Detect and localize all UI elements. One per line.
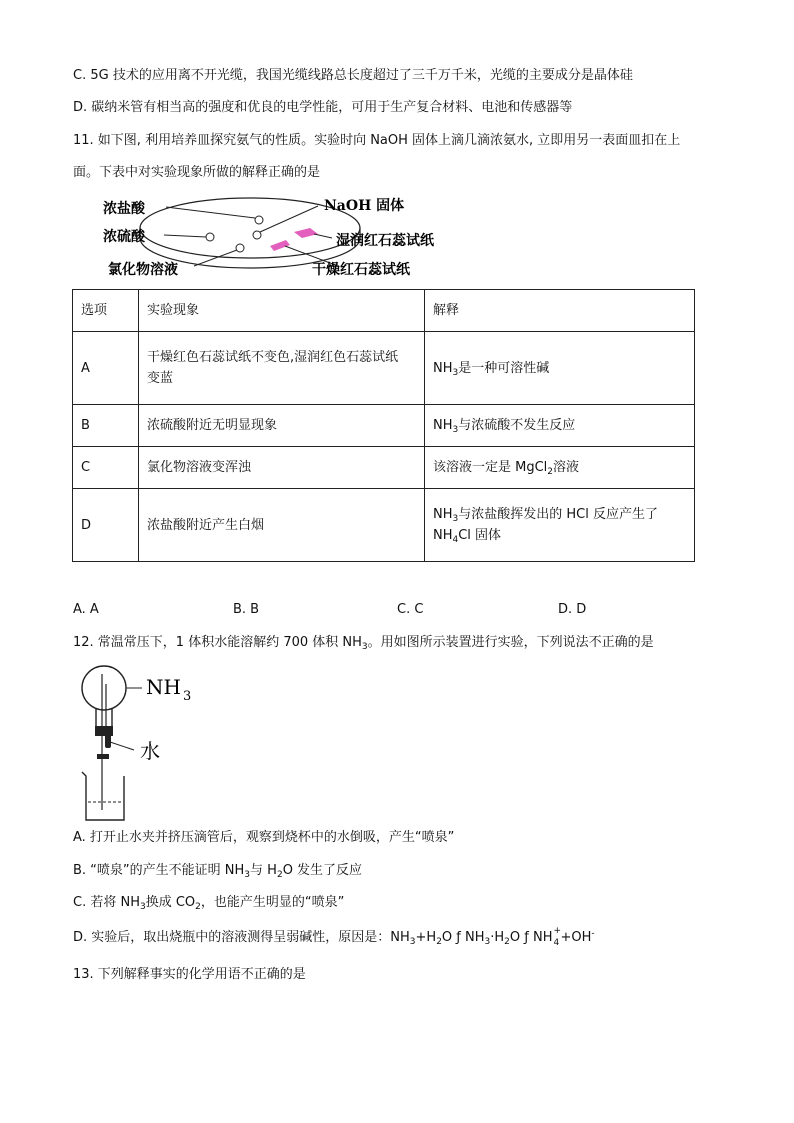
table-row — [73, 447, 695, 489]
q12-option-b: B. “喷泉”的产生不能证明 $NH_3$与 $H_2O$ 发生了反应 — [73, 863, 363, 880]
q11-option-a: A. A — [73, 602, 99, 617]
q11-option-d: D. D — [558, 602, 587, 617]
q11-table — [72, 289, 695, 562]
row-option: B — [73, 405, 139, 447]
hcl-dot — [255, 216, 263, 224]
nh4-charge-stack: + 4 — [553, 926, 562, 948]
q13-stem: 13. 下列解释事实的化学用语不正确的是 — [73, 967, 306, 982]
q11-option-c: C. C — [397, 602, 424, 617]
q12-option-a: A. 打开止水夹并挤压滴管后，观察到烧杯中的水倒吸，产生“喷泉” — [73, 830, 455, 845]
row-phenomenon: 浓硫酸附近无明显现象 — [139, 405, 425, 447]
round-flask — [82, 666, 126, 710]
row-phenomenon: 干燥红色石蕊试纸不变色,湿润红色石蕊试纸 变蓝 — [139, 332, 425, 405]
row-phenomenon: 氯化物溶液变浑浊 — [139, 447, 425, 489]
label-naoh: NaOH 固体 — [324, 198, 405, 214]
header-phenomenon: 实验现象 — [139, 290, 425, 332]
chloride-dot — [236, 244, 244, 252]
q12-option-c: C. 若将 $NH_3$换成 $CO_2$，也能产生明显的“喷泉” — [73, 895, 345, 912]
row-explanation: $NH_3$与浓硫酸不发生反应 — [425, 405, 695, 447]
q11-stem-line1: 11. 如下图, 利用培养皿探究氨气的性质。实验时向 NaOH 固体上滴几滴浓氨水, 立即用另一表面皿扣在上 — [73, 133, 681, 148]
dry-litmus-paper — [270, 240, 290, 251]
label-h2so4: 浓硫酸 — [103, 229, 145, 245]
naoh-dot — [253, 231, 261, 239]
nh3-label: NH — [146, 675, 181, 699]
nh3-label-subscript: 3 — [183, 689, 192, 704]
q10-option-c: C. 5G 技术的应用离不开光缆，我国光缆线路总长度超过了三千万千米，光缆的主要成分是晶体硅 — [73, 68, 633, 83]
row-option: A — [73, 332, 139, 405]
header-option: 选项 — [73, 290, 139, 332]
petri-dish-figure — [100, 190, 460, 282]
row-explanation: $NH_3$与浓盐酸挥发出的 HCl 反应产生了 $NH_4Cl$ 固体 — [425, 489, 695, 562]
table-header-row — [73, 290, 695, 332]
wet-litmus-paper — [294, 228, 318, 238]
q11-option-b: B. B — [233, 602, 260, 617]
table-row — [73, 332, 695, 405]
row-option: C — [73, 447, 139, 489]
table-row — [73, 405, 695, 447]
row-explanation: $NH_3$是一种可溶性碱 — [425, 332, 695, 405]
row-explanation: 该溶液一定是 MgCl$_2$溶液 — [425, 447, 695, 489]
water-label: 水 — [140, 739, 160, 763]
fountain-apparatus-figure — [76, 660, 206, 826]
label-dry-paper: 干燥红石蕊试纸 — [312, 262, 410, 278]
label-chloride: 氯化物溶液 — [108, 262, 178, 278]
q12-option-d: D. 实验后，取出烧瓶中的溶液测得呈弱碱性，原因是：$NH_3+H_2O$ ƒ $NH_3\cdot H_2O$ ƒ NH + 4 +OH- — [73, 926, 595, 948]
table-row — [73, 489, 695, 562]
h2so4-dot — [206, 233, 214, 241]
beaker — [82, 772, 124, 820]
clamp — [97, 754, 109, 759]
header-explanation: 解释 — [425, 290, 695, 332]
dropper-bulb — [105, 734, 111, 748]
q12-stem: 12. 常温常压下，1 体积水能溶解约 700 体积 $NH_3$。用如图所示装置进行实验，下列说法不正确的是 — [73, 635, 654, 652]
label-hcl: 浓盐酸 — [103, 201, 145, 217]
q11-stem-line2: 面。下表中对实验现象所做的解释正确的是 — [73, 165, 321, 180]
label-wet-paper: 湿润红石蕊试纸 — [336, 233, 434, 249]
row-phenomenon: 浓盐酸附近产生白烟 — [139, 489, 425, 562]
q10-option-d: D. 碳纳米管有相当高的强度和优良的电学性能，可用于生产复合材料、电池和传感器等 — [73, 100, 573, 115]
row-option: D — [73, 489, 139, 562]
